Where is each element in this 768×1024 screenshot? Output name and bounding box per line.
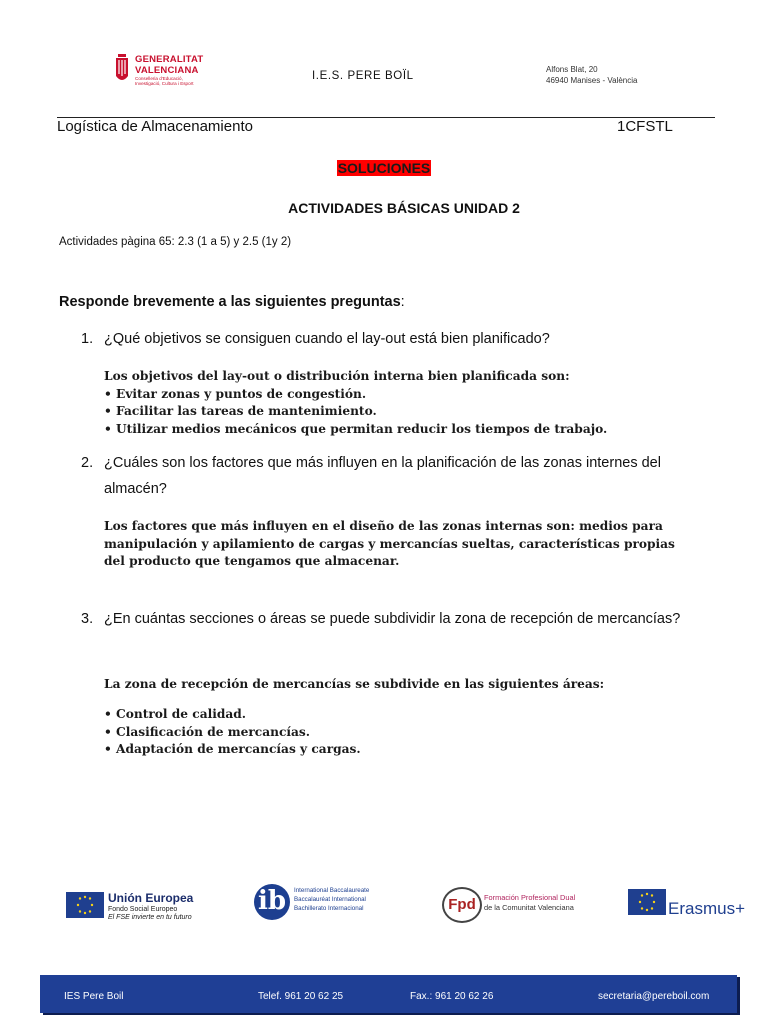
- question-number: 1.: [81, 331, 94, 347]
- fpd-line2: de la Comunitat Valenciana: [484, 903, 574, 912]
- footer-school: IES Pere Boil: [64, 991, 124, 1002]
- answer-3-list: [104, 706, 714, 759]
- subject-title: Logística de Almacenamiento: [57, 118, 253, 135]
- eu-sub2: El FSE invierte en tu futuro: [108, 914, 192, 921]
- ib-line3: Bachillerato Internacional: [294, 905, 364, 912]
- answer-line: • Adaptación de mercancías y cargas.: [104, 742, 361, 756]
- footer-email[interactable]: secretaria@pereboil.com: [598, 991, 710, 1002]
- question-number: 2.: [81, 455, 94, 471]
- footer-fax: Fax.: 961 20 62 26: [410, 991, 494, 1002]
- gv-line2: VALENCIANA: [135, 64, 199, 76]
- course-code: 1CFSTL: [617, 118, 673, 135]
- eu-sub1: Fondo Social Europeo: [108, 906, 178, 913]
- activities-reference: Actividades pàgina 65: 2.3 (1 a 5) y 2.5 (1y 2): [59, 236, 292, 248]
- eu-title: Unión Europea: [108, 891, 194, 905]
- question-number: 3.: [81, 611, 94, 627]
- school-name: I.E.S. PERE BOÏL: [312, 70, 414, 82]
- eu-flag-icon: [66, 892, 104, 918]
- answer-3: [104, 676, 714, 694]
- ib-line2: Baccalauréat International: [294, 896, 366, 903]
- question-text: ¿En cuántas secciones o áreas se puede subdividir la zona de recepción de mercancías?: [104, 611, 681, 627]
- answer-line: • Clasificación de mercancías.: [104, 724, 311, 739]
- generalitat-logo: [112, 54, 222, 98]
- answer-1: [104, 368, 714, 438]
- question-text: ¿Qué objetivos se consiguen cuando el lay-out está bien planificado?: [104, 331, 550, 347]
- gv-line1: GENERALITAT: [135, 54, 204, 65]
- answer-line: • Utilizar medios mecánicos que permitan reducir los tiempos de trabajo.: [104, 421, 608, 436]
- answer-line: manipulación y apilamiento de cargas y mercancías sueltas, características propias: [104, 536, 675, 551]
- instruction-colon: :: [400, 294, 405, 310]
- fpd-line1: Formación Profesional Dual: [484, 893, 576, 902]
- answer-2: [104, 518, 714, 571]
- instruction: [59, 294, 405, 310]
- answer-line: • Evitar zonas y puntos de congestión.: [104, 386, 367, 401]
- soluciones-banner: [0, 160, 768, 178]
- answer-line: • Control de calidad.: [104, 707, 247, 721]
- instruction-text: Responde brevemente a las siguientes preguntas: [59, 294, 401, 310]
- question-3: [81, 606, 721, 632]
- erasmus-text: Erasmus+: [668, 899, 745, 918]
- answer-line: del producto que tengamos que almacenar.: [104, 554, 400, 568]
- soluciones-label: SOLUCIONES: [337, 160, 431, 176]
- ib-logo: [254, 884, 394, 924]
- generalitat-emblem-icon: [112, 54, 132, 94]
- fpd-mark-icon: Fpd: [442, 887, 482, 923]
- footer-phone: Telef. 961 20 62 25: [258, 991, 344, 1002]
- gv-sub1: Conselleria d'Educació,: [135, 76, 183, 81]
- ib-mark-icon: ib: [254, 884, 290, 920]
- eu-logo: [66, 891, 266, 923]
- answer-line: Los factores que más influyen en el diseño de las zonas internas son: medios para: [104, 519, 663, 533]
- eu-flag-icon: [628, 889, 666, 915]
- answer-line: La zona de recepción de mercancías se subdivide en las siguientes áreas:: [104, 677, 605, 691]
- question-2: [81, 450, 721, 502]
- answer-line: • Facilitar las tareas de mantenimiento.: [104, 404, 377, 418]
- erasmus-logo: [628, 889, 753, 921]
- document-title: ACTIVIDADES BÁSICAS UNIDAD 2: [288, 200, 520, 216]
- address-line2: 46940 Manises - València: [546, 76, 638, 85]
- fpd-logo: [442, 886, 602, 926]
- question-text: ¿Cuáles son los factores que más influyen en la planificación de las zonas internes del almacén?: [104, 455, 661, 497]
- question-1: [81, 326, 721, 352]
- ib-line1: International Baccalaureate: [294, 887, 370, 894]
- address-line1: Alfons Blat, 20: [546, 65, 598, 74]
- footer-bar: [40, 975, 737, 1013]
- school-address: [546, 64, 637, 86]
- answer-line: Los objetivos del lay-out o distribución interna bien planificada son:: [104, 369, 570, 383]
- gv-sub2: Investigació, Cultura i Esport: [135, 81, 194, 87]
